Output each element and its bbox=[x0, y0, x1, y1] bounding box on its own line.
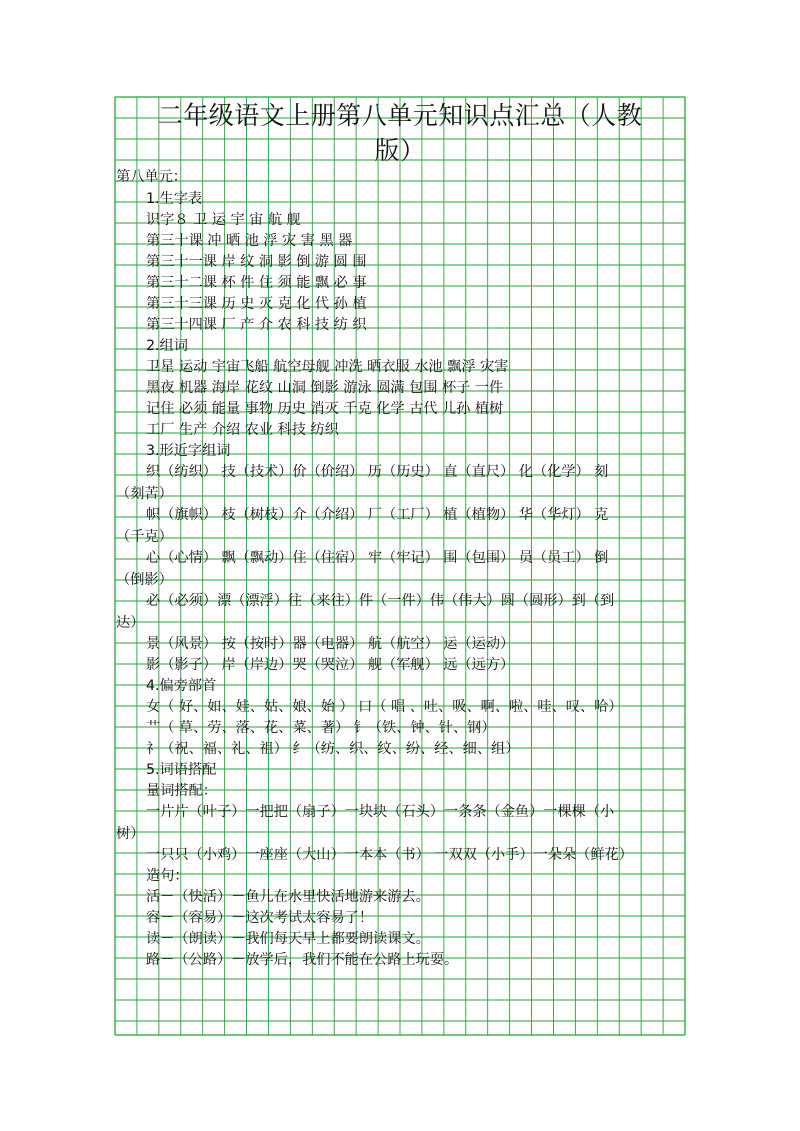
similar-character-row-wrap: （千克） bbox=[116, 529, 173, 545]
character-row: 第三十四课 厂 产 介 农 科 技 纺 织 bbox=[146, 317, 367, 333]
measure-word-row-wrap: 树） bbox=[116, 826, 145, 842]
document-title-line-2: 版） bbox=[374, 136, 426, 165]
sentence-subheading: 造句： bbox=[146, 868, 189, 884]
document-title-line-1: 二年级语文上册第八单元知识点汇总（人教 bbox=[157, 101, 643, 130]
section-heading-word-groups: 2.组词 bbox=[146, 338, 188, 354]
section-heading-similar-characters: 3.形近字组词 bbox=[146, 443, 231, 459]
similar-character-row-wrap: （倒影） bbox=[116, 572, 173, 588]
word-group-row: 工厂 生产 介绍 农业 科技 纺织 bbox=[146, 422, 339, 438]
section-heading-character-table: 1.生字表 bbox=[146, 191, 203, 207]
character-row: 第三十三课 历 史 灭 克 化 代 孙 植 bbox=[146, 296, 367, 312]
measure-word-subheading: 量词搭配： bbox=[146, 783, 217, 799]
similar-character-row-wrap: 达） bbox=[116, 615, 145, 631]
similar-character-row: 景（风景） 按（按时）器（电器） 航（航空） 运（运动） bbox=[146, 636, 515, 652]
word-group-row: 黑夜 机器 海岸 花纹 山洞 倒影 游泳 圆满 包围 杯子 一件 bbox=[146, 380, 504, 396]
character-row: 第三十一课 岸 纹 洞 影 倒 游 圆 围 bbox=[146, 254, 367, 270]
similar-character-row: 影（影子） 岸（岸边）哭（哭泣） 舰（军舰） 远（远方） bbox=[146, 657, 515, 673]
word-group-row: 卫星 运动 宇宙飞船 航空母舰 冲洗 晒衣服 水池 飘浮 灾害 bbox=[146, 359, 509, 375]
measure-word-row: 一只只（小鸡）一座座（大山）一本本（书） 一双双（小手）一朵朵（鲜花） bbox=[146, 847, 633, 863]
section-heading-radicals: 4.偏旁部首 bbox=[146, 678, 217, 694]
sentence-row: 活－（快活）－鱼儿在水里快活地游来游去。 bbox=[146, 889, 430, 905]
section-heading-word-matching: 5.词语搭配 bbox=[146, 762, 217, 778]
character-row: 第三十课 冲 晒 池 浮 灾 害 黑 器 bbox=[146, 233, 353, 249]
similar-character-row: 织（纺织） 技（技术）价（价绍） 历（历史） 直（直尺） 化（化学） 刻 bbox=[146, 464, 609, 480]
similar-character-row: 帜（旗帜） 枝（树枝）介（介绍） 厂（工厂） 植（植物） 华（华灯） 克 bbox=[146, 507, 609, 523]
sentence-row: 读－（朗读）－我们每天早上都要朗读课文。 bbox=[146, 931, 430, 947]
similar-character-row: 必（必须）漂（漂浮）往（来往）件（一件）伟（伟大）圆（圆形）到（到 bbox=[146, 593, 615, 609]
measure-word-row: 一片片（叶子）一把把（扇子）一块块（石头）一条条（金鱼）一棵棵（小 bbox=[146, 804, 615, 820]
character-row: 识字８ 卫 运 宇 宙 航 舰 bbox=[146, 212, 301, 228]
sentence-row: 路－（公路）－放学后，我们不能在公路上玩耍。 bbox=[146, 952, 459, 968]
radical-row: 艹（ 草、劳、落、花、菜、著） 钅（铁、钟、针、钢） bbox=[146, 720, 496, 736]
similar-character-row-wrap: （刻苦） bbox=[116, 486, 173, 502]
similar-character-row: 心（心情） 飘（飘动）住（住宿） 牢（牢记） 围（包围） 员（员工） 倒 bbox=[146, 550, 609, 566]
radical-row: 礻（祝、福、礼、祖） 纟（纺、织、纹、纷、经、细、组） bbox=[146, 741, 520, 757]
word-group-row: 记住 必须 能量 事物 历史 消灭 千克 化学 古代 儿孙 植树 bbox=[146, 401, 504, 417]
character-row: 第三十二课 杯 件 住 须 能 飘 必 事 bbox=[146, 275, 367, 291]
unit-intro: 第八单元： bbox=[116, 169, 187, 185]
sentence-row: 容－（容易）－这次考试太容易了！ bbox=[146, 910, 374, 926]
radical-row: 女（ 好、如、娃、姑、娘、始 ） 口（ 唱 、吐、吸、啊、啦、哇、叹、哈） bbox=[146, 699, 623, 715]
